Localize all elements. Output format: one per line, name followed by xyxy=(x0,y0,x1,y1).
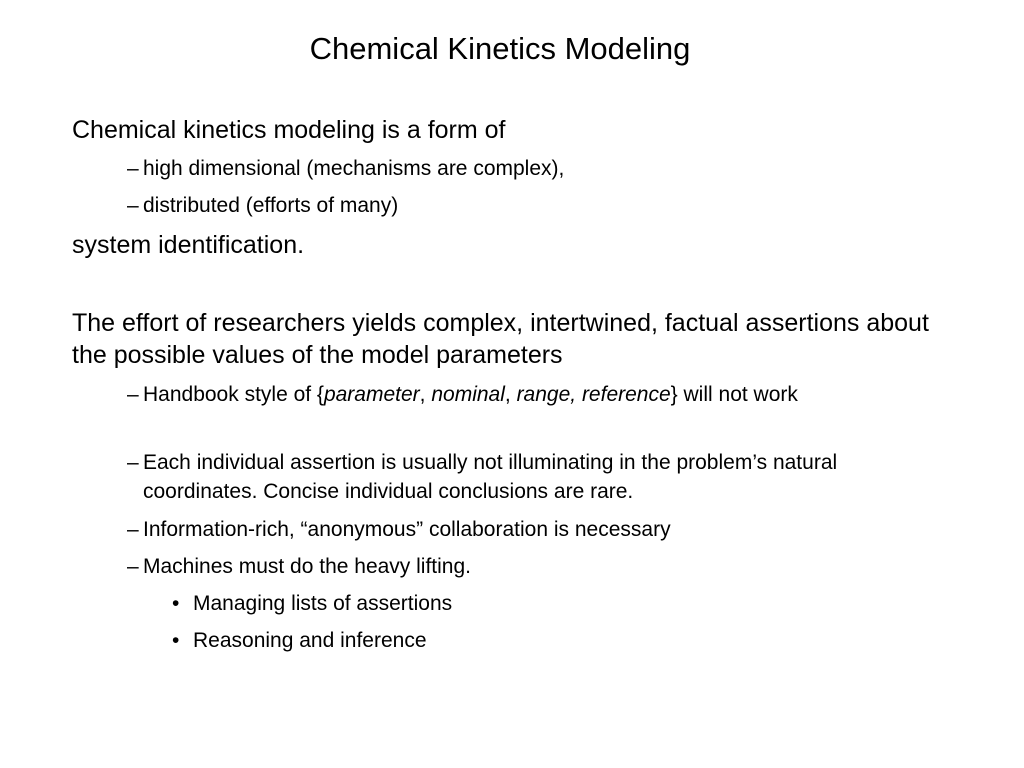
sub-bullet-text: high dimensional (mechanisms are complex), xyxy=(143,157,565,180)
sub-sub-bullet-managing-lists xyxy=(172,589,893,618)
sub-bullet-text: distributed (efforts of many) xyxy=(143,194,399,217)
sub-bullet-each-assertion xyxy=(127,448,933,506)
handbook-comma: , xyxy=(504,383,517,406)
sub-bullet-text: Machines must do the heavy lifting. xyxy=(143,555,472,578)
handbook-comma: , xyxy=(419,383,432,406)
handbook-prefix: Handbook style of { xyxy=(143,383,324,406)
sub-bullet-high-dimensional xyxy=(127,154,933,183)
handbook-parameter: parameter xyxy=(323,383,420,406)
dash-marker: – xyxy=(127,518,139,541)
paragraph-intro: Chemical kinetics modeling is a form of xyxy=(72,116,506,144)
handbook-nominal: nominal xyxy=(431,383,505,406)
dash-marker: – xyxy=(127,157,139,180)
handbook-range-reference: range, reference xyxy=(516,383,671,406)
bullet-marker: • xyxy=(172,629,180,652)
sub-bullet-handbook xyxy=(127,380,933,409)
sub-sub-bullet-text: Reasoning and inference xyxy=(193,629,427,652)
sub-bullet-information-rich xyxy=(127,515,933,544)
sub-bullet-machines xyxy=(127,552,933,581)
sub-bullet-text: Information-rich, “anonymous” collaboration is necessary xyxy=(143,518,671,541)
slide-title: Chemical Kinetics Modeling xyxy=(309,31,691,66)
dash-marker: – xyxy=(127,555,139,578)
bullet-marker: • xyxy=(172,592,180,615)
sub-bullet-text: Each individual assertion is usually not illuminating in the problem’s natural coordinates. Concise individual conclusions are rare. xyxy=(143,451,838,503)
sub-sub-bullet-text: Managing lists of assertions xyxy=(193,592,453,615)
dash-marker: – xyxy=(127,451,139,474)
dash-marker: – xyxy=(127,383,139,406)
paragraph-effort: The effort of researchers yields complex, intertwined, factual assertions about the possible values of the model parameters xyxy=(72,309,929,369)
sub-bullet-distributed xyxy=(127,191,933,220)
paragraph-system-identification: system identification. xyxy=(72,231,305,259)
sub-sub-bullet-reasoning xyxy=(172,626,893,655)
dash-marker: – xyxy=(127,194,139,217)
handbook-suffix: } will not work xyxy=(670,383,798,406)
